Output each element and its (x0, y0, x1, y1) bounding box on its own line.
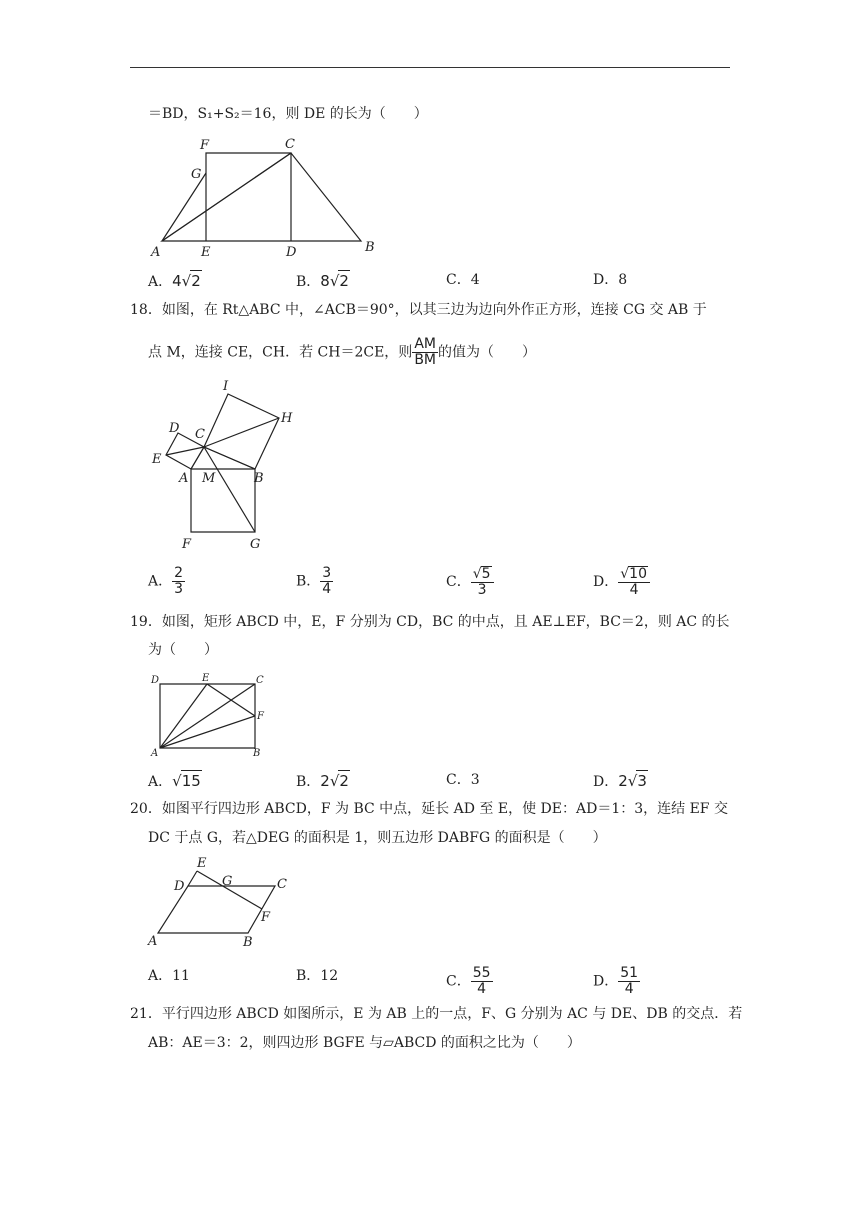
q17-label-a: A (151, 245, 161, 260)
q18-line-bc (204, 447, 255, 469)
q18-option-b: B． $\frac{3}{4}$ (296, 565, 332, 597)
q18-label-d: D (169, 421, 180, 436)
q17-option-a: A．4√2 (148, 272, 201, 290)
q18-label-h: H (281, 411, 293, 426)
q20-option-d: D． $\frac{51}{4}$ (593, 965, 639, 997)
q19-label-f: F (257, 711, 264, 722)
q21-stem-line1: 21．平行四边形 ABCD 如图所示，E 为 AB 上的一点，F、G 分别为 AC 与 DE、DB 的交点．若 (130, 1006, 743, 1022)
q18-label-i: I (223, 379, 229, 394)
q19-option-d: D．2√3 (593, 772, 647, 790)
q19-option-a: A．√15 (148, 772, 201, 790)
q19-figure (148, 672, 273, 762)
q19-option-c: C．3 (446, 772, 480, 788)
q21-stem-line2: AB：AE＝3：2，则四边形 BGFE 与▱ABCD 的面积之比为（ ） (148, 1035, 581, 1051)
q20-label-e: E (197, 856, 207, 871)
q20-stem-line2: DC 于点 G，若△DEG 的面积是 1，则五边形 DABFG 的面积是（ ） (148, 830, 607, 846)
q17-line-ac (162, 153, 291, 241)
q18-label-c: C (195, 427, 205, 442)
q19-label-b: B (253, 748, 261, 759)
q18-stem-line2: 点 M，连接 CE，CH．若 CH＝2CE，则 $\frac{AM}{BM}$ 的值为（ ） (148, 336, 536, 368)
q17-stem-tail: ＝BD，S₁+S₂＝16，则 DE 的长为（ ） (148, 106, 428, 122)
q17-label-c: C (285, 137, 295, 152)
q20-label-g: G (222, 874, 233, 889)
q18-line-cg (204, 447, 255, 532)
q17-option-b: B．8√2 (296, 272, 349, 290)
q19-label-a: A (151, 748, 159, 759)
q19-line-ac (160, 684, 255, 748)
q18-option-c: C． $\frac{√5}{3}$ (446, 566, 494, 598)
q18-stem-line1: 18．如图，在 Rt△ABC 中，∠ACB＝90°，以其三边为边向外作正方形，连接 CG 交 AB 于 (130, 302, 707, 318)
q17-label-f: F (200, 138, 210, 153)
q18-line-ca (191, 447, 204, 469)
header-rule (130, 67, 730, 68)
q20-label-f: F (261, 910, 271, 925)
q20-label-d: D (174, 879, 185, 894)
q17-figure (145, 135, 390, 260)
q18-label-g: G (250, 537, 261, 552)
q20-figure (145, 855, 295, 950)
q20-stem-line1: 20．如图平行四边形 ABCD，F 为 BC 中点，延长 AD 至 E，使 DE：AD＝1：3，连结 EF 交 (130, 801, 728, 817)
q18-fraction-am-bm: $\frac{AM}{BM}$ (414, 336, 436, 368)
q19-stem-line1: 19．如图，矩形 ABCD 中，E，F 分别为 CD，BC 的中点，且 AE⊥EF，BC＝2，则 AC 的长 (130, 614, 730, 630)
q20-option-b: B．12 (296, 968, 339, 984)
q19-label-d: D (151, 675, 160, 686)
q18-label-e: E (152, 452, 162, 467)
q19-label-c: C (256, 675, 264, 686)
q20-line-de (188, 871, 197, 886)
q17-label-e: E (201, 245, 211, 260)
q17-rectangle-efcd (206, 153, 291, 241)
q18-label-a: A (179, 471, 189, 486)
q19-stem-line2: 为（ ） (148, 642, 218, 658)
q18-figure (150, 378, 300, 553)
q17-option-d: D．8 (593, 272, 628, 288)
q17-label-b: B (365, 240, 375, 255)
q18-square-cbhi (204, 394, 279, 469)
q19-label-e: E (202, 673, 210, 684)
q17-option-c: C．4 (446, 272, 480, 288)
q18-option-d: D． $\frac{√10}{4}$ (593, 566, 650, 598)
q20-label-c: C (277, 877, 287, 892)
q19-line-ae (160, 684, 207, 748)
q17-label-g: G (191, 167, 202, 182)
q20-label-a: A (148, 934, 158, 949)
q18-option-a: A． $\frac{2}{3}$ (148, 565, 184, 597)
q20-label-b: B (243, 935, 253, 950)
q17-label-d: D (286, 245, 297, 260)
q20-option-c: C． $\frac{55}{4}$ (446, 965, 491, 997)
q18-label-f: F (182, 537, 192, 552)
q19-line-af (160, 716, 255, 748)
q18-label-b: B (254, 471, 264, 486)
q18-line-ce (166, 447, 204, 455)
q20-option-a: A．11 (148, 968, 190, 984)
q19-option-b: B．2√2 (296, 772, 349, 790)
q18-label-m: M (202, 471, 216, 486)
q17-line-ag (162, 173, 206, 241)
